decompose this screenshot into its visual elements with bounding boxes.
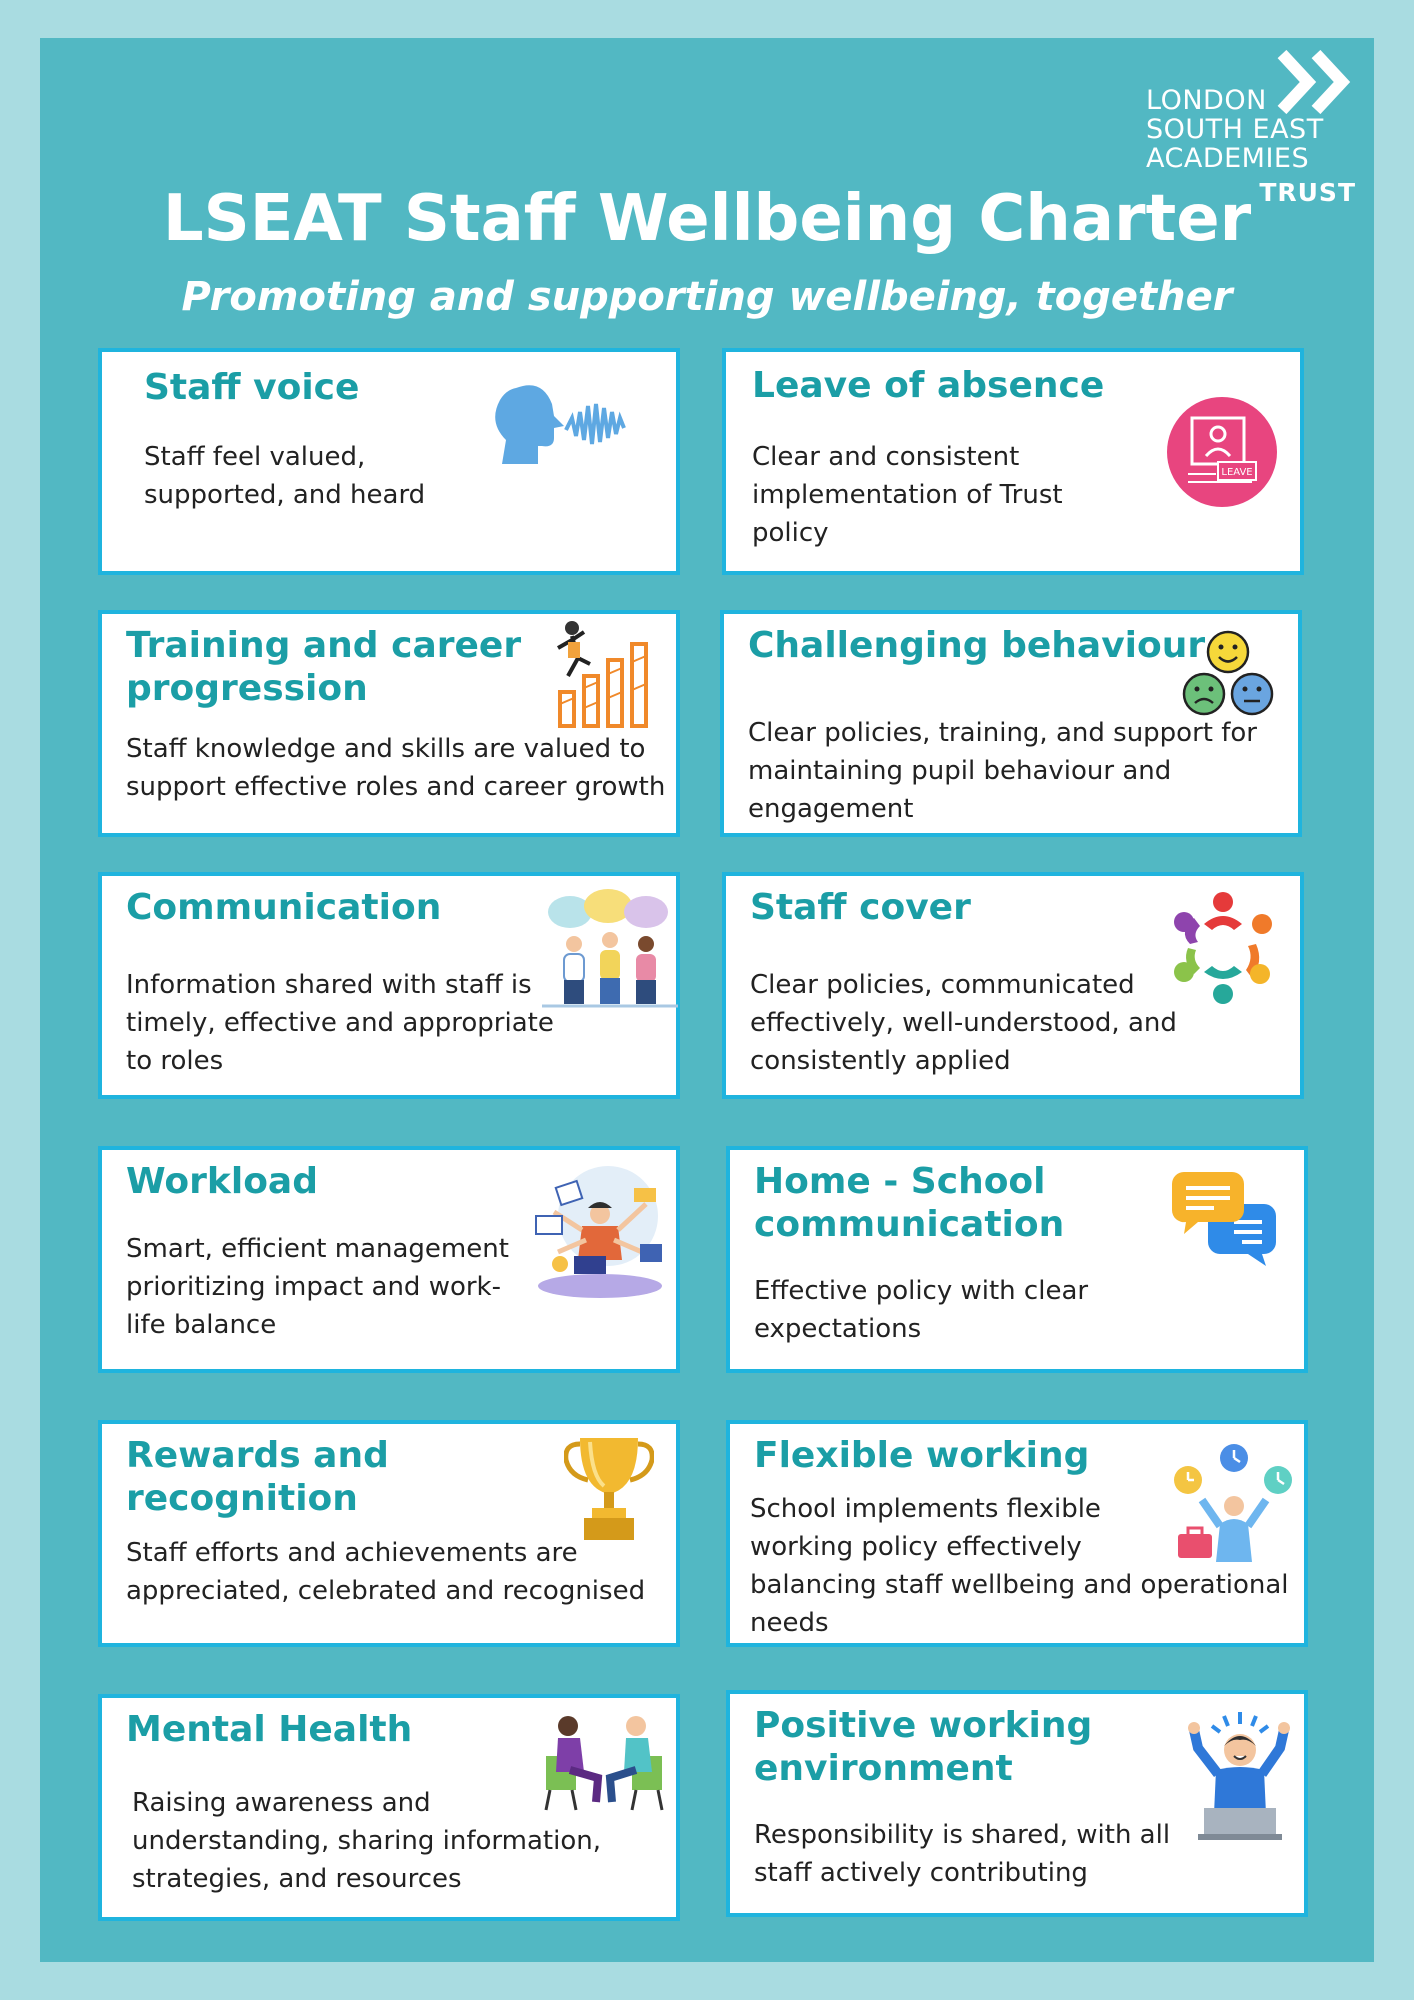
card-communication	[98, 872, 680, 1099]
card-body: Responsibility is shared, with all staff actively contributing	[754, 1820, 1171, 1888]
card-title: Home - School communication	[754, 1161, 1065, 1245]
card-title: Leave of absence	[752, 365, 1105, 406]
card-body: Staff knowledge and skills are valued to support effective roles and career growth	[126, 734, 666, 802]
logo-trust: TRUST	[1259, 178, 1356, 207]
card-mental-health	[98, 1694, 680, 1921]
speaking-head-icon	[494, 378, 654, 468]
card-title: Rewards and recognition	[126, 1435, 389, 1519]
counselling-icon	[540, 1712, 668, 1812]
trophy-icon	[564, 1436, 654, 1548]
card-training-career	[98, 610, 680, 837]
card-body: Raising awareness and understanding, sharing information, strategies, and resources	[132, 1788, 601, 1894]
card-staff-cover	[722, 872, 1304, 1099]
card-title: Workload	[126, 1161, 318, 1202]
card-body: Clear and consistent implementation of Trust policy	[752, 442, 1063, 548]
multitasking-icon	[530, 1160, 670, 1300]
card-rewards-recognition	[98, 1420, 680, 1647]
time-juggling-icon	[1172, 1444, 1296, 1562]
card-leave-of-absence	[722, 348, 1304, 575]
card-body: Effective policy with clear expectations	[754, 1276, 1089, 1344]
card-body: Clear policies, communicated effectively, well-understood, and consistently applied	[750, 970, 1177, 1076]
card-workload	[98, 1146, 680, 1373]
emoji-faces-icon	[1182, 628, 1276, 720]
card-title: Challenging behaviour	[748, 625, 1206, 666]
card-flexible-working	[726, 1420, 1308, 1647]
leave-form-icon	[1166, 396, 1278, 508]
people-talking-icon	[542, 888, 678, 1018]
card-body: School implements flexible working policy effectively balancing staff wellbeing and operational needs	[750, 1494, 1289, 1638]
logo-line: LONDON	[1146, 85, 1267, 116]
card-title: Positive working environment	[754, 1705, 1093, 1789]
card-title: Communication	[126, 887, 442, 928]
card-body: Information shared with staff is timely, effective and appropriate to roles	[126, 970, 554, 1076]
card-title: Mental Health	[126, 1709, 413, 1750]
logo-line: SOUTH EAST	[1146, 114, 1324, 145]
card-challenging-behaviour	[720, 610, 1302, 837]
card-staff-voice	[98, 348, 680, 575]
happy-worker-icon	[1184, 1708, 1294, 1844]
team-circle-icon	[1164, 888, 1282, 1006]
card-title: Training and career progression	[126, 625, 522, 709]
card-positive-working-environment	[726, 1690, 1308, 1917]
career-steps-icon	[550, 618, 660, 730]
card-body: Clear policies, training, and support for maintaining pupil behaviour and engagement	[748, 718, 1257, 824]
card-body: Smart, efficient management prioritizing impact and work- life balance	[126, 1234, 509, 1340]
card-body: Staff feel valued, supported, and heard	[144, 442, 426, 510]
card-home-school-communication	[726, 1146, 1308, 1373]
leave-label: LEAVE	[1221, 467, 1253, 478]
logo-wordmark	[1146, 86, 1324, 173]
card-title: Staff voice	[144, 367, 360, 408]
card-title: Staff cover	[750, 887, 971, 928]
page-title: LSEAT Staff Wellbeing Charter	[162, 182, 1252, 256]
logo-line: ACADEMIES	[1146, 143, 1310, 174]
trust-logo	[1146, 50, 1356, 207]
page-subtitle: Promoting and supporting wellbeing, together	[181, 274, 1233, 320]
card-body: Staff efforts and achievements are appreciated, celebrated and recognised	[126, 1538, 646, 1606]
card-title: Flexible working	[754, 1435, 1090, 1476]
chat-bubbles-icon	[1170, 1170, 1280, 1270]
